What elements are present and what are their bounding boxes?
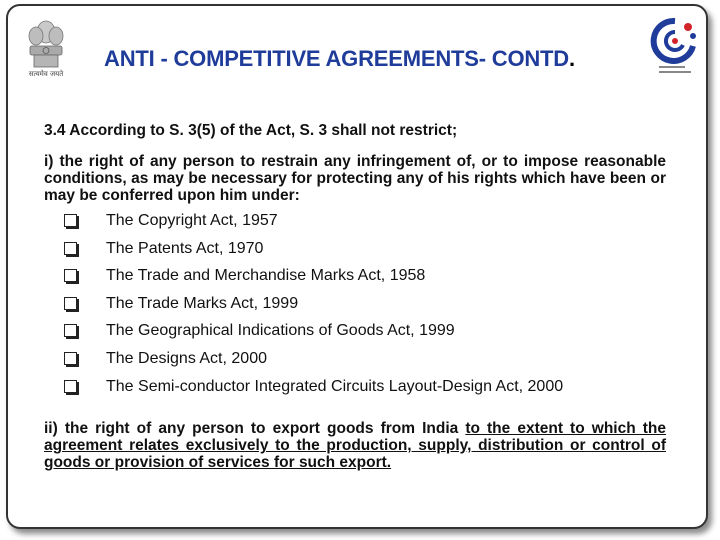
list-item: [44, 345, 666, 373]
clause-ii-underlined-text: to the extent to which the agreement relates exclusively to the production, supply, distribution or control of goods or provision of services for such export.: [44, 420, 666, 472]
section-heading: 3.4 According to S. 3(5) of the Act, S. 3 shall not restrict;: [44, 122, 458, 139]
checkbox-bullet-icon: [64, 380, 77, 393]
slide-content: [44, 122, 666, 487]
list-item: [44, 317, 666, 345]
act-name: The Trade and Merchandise Marks Act, 1958: [106, 267, 426, 285]
list-item: [44, 262, 666, 290]
national-emblem-icon: [22, 16, 70, 78]
slide-title-text: ANTI - COMPETITIVE AGREEMENTS- CONTD: [104, 46, 569, 71]
cci-logo-icon: [650, 16, 700, 78]
act-name: The Patents Act, 1970: [106, 239, 264, 257]
clause-ii-paragraph: [44, 420, 666, 471]
act-name: The Copyright Act, 1957: [106, 212, 278, 229]
checkbox-bullet-icon: [64, 269, 77, 282]
list-item: [44, 373, 666, 401]
slide-title-period: .: [568, 46, 575, 71]
acts-list: [44, 207, 666, 400]
act-name: The Semi-conductor Integrated Circuits Layout-Design Act, 2000: [106, 377, 564, 395]
clause-i-paragraph: i) the right of any person to restrain any infringement of, or to impose reasonable conditions, as may be necessary for protecting any of his rights which have been or may be conferred upon him under:: [44, 153, 666, 204]
list-item: [44, 290, 666, 318]
checkbox-bullet-icon: [64, 242, 77, 255]
act-name: The Designs Act, 2000: [106, 349, 267, 367]
checkbox-bullet-icon: [64, 324, 77, 337]
list-item: [44, 207, 666, 235]
checkbox-bullet-icon: [64, 214, 77, 227]
act-name: The Trade Marks Act, 1999: [106, 294, 299, 312]
list-item: [44, 235, 666, 263]
act-name: The Geographical Indications of Goods Act, 1999: [106, 322, 455, 340]
checkbox-bullet-icon: [64, 352, 77, 365]
slide-title: [104, 46, 575, 72]
checkbox-bullet-icon: [64, 297, 77, 310]
emblem-caption: सत्यमेव जयते: [28, 70, 64, 78]
clause-ii-text: ii) the right of any person to export goods from India: [44, 420, 466, 438]
